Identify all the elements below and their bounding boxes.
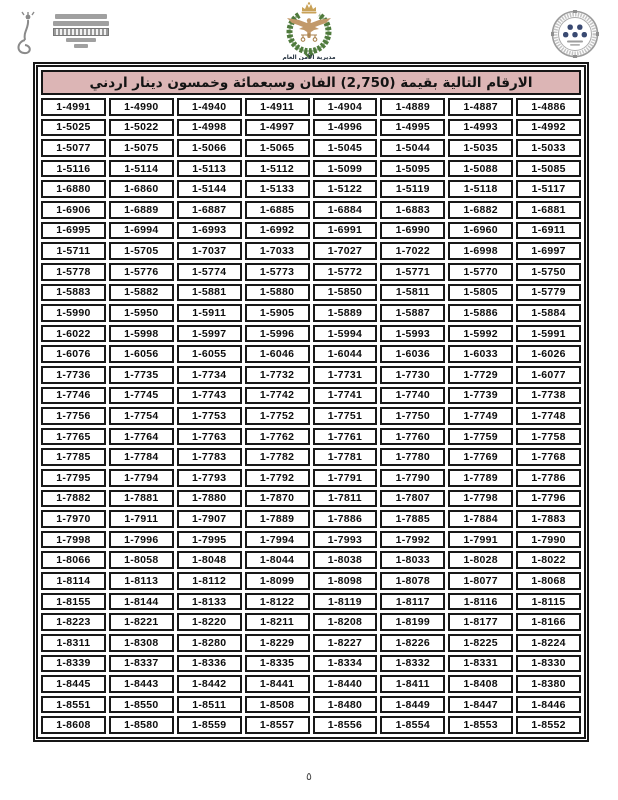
number-cell: 1-8144 <box>109 593 174 611</box>
number-cell: 1-6076 <box>41 345 106 363</box>
number-cell: 1-6911 <box>516 222 581 240</box>
number-cell: 1-7731 <box>313 366 378 384</box>
number-cell: 1-7811 <box>313 490 378 508</box>
center-emblem <box>261 2 357 60</box>
number-cell: 1-5811 <box>380 284 445 302</box>
number-cell: 1-8552 <box>516 716 581 734</box>
header <box>0 0 618 60</box>
number-cell: 1-8559 <box>177 716 242 734</box>
number-cell: 1-6881 <box>516 201 581 219</box>
number-cell: 1-8554 <box>380 716 445 734</box>
number-cell: 1-5045 <box>313 139 378 157</box>
number-cell: 1-7792 <box>245 469 310 487</box>
number-cell: 1-6887 <box>177 201 242 219</box>
number-cell: 1-7768 <box>516 448 581 466</box>
number-cell: 1-7753 <box>177 407 242 425</box>
number-cell: 1-7762 <box>245 428 310 446</box>
number-cell: 1-7739 <box>448 387 513 405</box>
number-cell: 1-8225 <box>448 634 513 652</box>
number-cell: 1-8442 <box>177 675 242 693</box>
left-logo-text-line <box>55 14 107 19</box>
number-cell: 1-8449 <box>380 696 445 714</box>
number-cell: 1-6884 <box>313 201 378 219</box>
number-cell: 1-6882 <box>448 201 513 219</box>
number-cell: 1-8331 <box>448 655 513 673</box>
number-cell: 1-8553 <box>448 716 513 734</box>
number-cell: 1-7027 <box>313 242 378 260</box>
number-cell: 1-7794 <box>109 469 174 487</box>
number-cell: 1-6044 <box>313 345 378 363</box>
number-cell: 1-8557 <box>245 716 310 734</box>
number-cell: 1-5776 <box>109 263 174 281</box>
number-cell: 1-7992 <box>380 531 445 549</box>
number-cell: 1-5770 <box>448 263 513 281</box>
number-cell: 1-7784 <box>109 448 174 466</box>
number-cell: 1-8339 <box>41 655 106 673</box>
number-cell: 1-5066 <box>177 139 242 157</box>
left-logo-text-line <box>53 21 109 26</box>
number-cell: 1-5886 <box>448 304 513 322</box>
number-cell: 1-8038 <box>313 551 378 569</box>
number-cell: 1-6889 <box>109 201 174 219</box>
number-cell: 1-5035 <box>448 139 513 157</box>
number-cell: 1-8166 <box>516 613 581 631</box>
number-cell: 1-5889 <box>313 304 378 322</box>
number-cell: 1-7993 <box>313 531 378 549</box>
number-cell: 1-8440 <box>313 675 378 693</box>
number-cell: 1-5144 <box>177 180 242 198</box>
left-logo-text <box>50 12 112 50</box>
number-cell: 1-8117 <box>380 593 445 611</box>
number-cell: 1-7884 <box>448 510 513 528</box>
number-cell: 1-8445 <box>41 675 106 693</box>
number-cell: 1-8098 <box>313 572 378 590</box>
number-cell: 1-5118 <box>448 180 513 198</box>
number-cell: 1-7735 <box>109 366 174 384</box>
number-cell: 1-5778 <box>41 263 106 281</box>
number-cell: 1-6995 <box>41 222 106 240</box>
number-cell: 1-8311 <box>41 634 106 652</box>
number-cell: 1-8508 <box>245 696 310 714</box>
number-cell: 1-5774 <box>177 263 242 281</box>
number-cell: 1-8550 <box>109 696 174 714</box>
number-cell: 1-7783 <box>177 448 242 466</box>
number-cell: 1-6960 <box>448 222 513 240</box>
number-cell: 1-8115 <box>516 593 581 611</box>
number-cell: 1-7970 <box>41 510 106 528</box>
number-cell: 1-4996 <box>313 119 378 137</box>
number-cell: 1-8155 <box>41 593 106 611</box>
number-cell: 1-5114 <box>109 160 174 178</box>
number-cell: 1-6880 <box>41 180 106 198</box>
number-cell: 1-7763 <box>177 428 242 446</box>
number-cell: 1-8078 <box>380 572 445 590</box>
number-cell: 1-5033 <box>516 139 581 157</box>
number-cell: 1-7790 <box>380 469 445 487</box>
number-cell: 1-4990 <box>109 98 174 116</box>
calligraphy-swirl-icon <box>14 10 48 56</box>
number-cell: 1-6990 <box>380 222 445 240</box>
number-cell: 1-5882 <box>109 284 174 302</box>
number-cell: 1-8221 <box>109 613 174 631</box>
number-cell: 1-5112 <box>245 160 310 178</box>
number-cell: 1-8408 <box>448 675 513 693</box>
number-cell: 1-6055 <box>177 345 242 363</box>
number-cell: 1-8446 <box>516 696 581 714</box>
number-cell: 1-8211 <box>245 613 310 631</box>
number-cell: 1-8077 <box>448 572 513 590</box>
number-cell: 1-7746 <box>41 387 106 405</box>
number-cell: 1-7734 <box>177 366 242 384</box>
number-cell: 1-6885 <box>245 201 310 219</box>
number-cell: 1-7786 <box>516 469 581 487</box>
number-cell: 1-5075 <box>109 139 174 157</box>
number-cell: 1-8028 <box>448 551 513 569</box>
number-cell: 1-7732 <box>245 366 310 384</box>
number-cell: 1-7745 <box>109 387 174 405</box>
number-cell: 1-5850 <box>313 284 378 302</box>
number-cell: 1-5116 <box>41 160 106 178</box>
number-cell: 1-5911 <box>177 304 242 322</box>
number-cell: 1-5881 <box>177 284 242 302</box>
right-seal <box>550 9 600 59</box>
number-cell: 1-7870 <box>245 490 310 508</box>
left-logo-text-line <box>66 38 96 42</box>
number-cell: 1-4886 <box>516 98 581 116</box>
number-cell: 1-7781 <box>313 448 378 466</box>
number-cell: 1-5122 <box>313 180 378 198</box>
number-cell: 1-4887 <box>448 98 513 116</box>
number-cell: 1-8113 <box>109 572 174 590</box>
number-cell: 1-7880 <box>177 490 242 508</box>
number-cell: 1-7740 <box>380 387 445 405</box>
number-cell: 1-7998 <box>41 531 106 549</box>
left-logo-text-line <box>74 44 88 48</box>
eagle-wreath-crown-icon <box>261 2 357 60</box>
number-cell: 1-5779 <box>516 284 581 302</box>
number-cell: 1-7769 <box>448 448 513 466</box>
number-cell: 1-8335 <box>245 655 310 673</box>
number-cell: 1-8119 <box>313 593 378 611</box>
number-cell: 1-5905 <box>245 304 310 322</box>
number-cell: 1-5998 <box>109 325 174 343</box>
number-cell: 1-7765 <box>41 428 106 446</box>
number-cell: 1-8223 <box>41 613 106 631</box>
number-cell: 1-8443 <box>109 675 174 693</box>
number-cell: 1-7780 <box>380 448 445 466</box>
number-cell: 1-8208 <box>313 613 378 631</box>
number-cell: 1-5095 <box>380 160 445 178</box>
number-cell: 1-7990 <box>516 531 581 549</box>
number-cell: 1-8133 <box>177 593 242 611</box>
number-cell: 1-7886 <box>313 510 378 528</box>
number-cell: 1-7749 <box>448 407 513 425</box>
number-cell: 1-8227 <box>313 634 378 652</box>
number-cell: 1-5044 <box>380 139 445 157</box>
number-cell: 1-6077 <box>516 366 581 384</box>
number-cell: 1-7033 <box>245 242 310 260</box>
number-cell: 1-5133 <box>245 180 310 198</box>
title-bar: الارقام التالية بقيمة (2,750) الفان وسبعمائة وخمسون دينار اردني <box>41 70 581 95</box>
number-cell: 1-8480 <box>313 696 378 714</box>
number-cell: 1-5022 <box>109 119 174 137</box>
number-cell: 1-5805 <box>448 284 513 302</box>
number-cell: 1-6883 <box>380 201 445 219</box>
number-cell: 1-7752 <box>245 407 310 425</box>
number-cell: 1-7750 <box>380 407 445 425</box>
number-cell: 1-8332 <box>380 655 445 673</box>
number-cell: 1-5887 <box>380 304 445 322</box>
number-cell: 1-8411 <box>380 675 445 693</box>
number-cell: 1-7798 <box>448 490 513 508</box>
number-cell: 1-8551 <box>41 696 106 714</box>
number-cell: 1-6046 <box>245 345 310 363</box>
number-cell: 1-7807 <box>380 490 445 508</box>
number-cell: 1-4904 <box>313 98 378 116</box>
number-cell: 1-7796 <box>516 490 581 508</box>
number-cell: 1-8022 <box>516 551 581 569</box>
number-cell: 1-7758 <box>516 428 581 446</box>
number-cell: 1-5883 <box>41 284 106 302</box>
number-cell: 1-5065 <box>245 139 310 157</box>
number-cell: 1-8048 <box>177 551 242 569</box>
number-cell: 1-7022 <box>380 242 445 260</box>
number-cell: 1-7761 <box>313 428 378 446</box>
number-cell: 1-6906 <box>41 201 106 219</box>
number-cell: 1-8226 <box>380 634 445 652</box>
number-cell: 1-7789 <box>448 469 513 487</box>
number-cell: 1-5994 <box>313 325 378 343</box>
number-cell: 1-7743 <box>177 387 242 405</box>
number-cell: 1-8033 <box>380 551 445 569</box>
number-cell: 1-8608 <box>41 716 106 734</box>
number-cell: 1-5992 <box>448 325 513 343</box>
numbers-grid <box>41 98 581 734</box>
number-cell: 1-5884 <box>516 304 581 322</box>
number-cell: 1-8114 <box>41 572 106 590</box>
number-cell: 1-7994 <box>245 531 310 549</box>
number-cell: 1-4991 <box>41 98 106 116</box>
number-cell: 1-7995 <box>177 531 242 549</box>
number-cell: 1-4992 <box>516 119 581 137</box>
number-cell: 1-8330 <box>516 655 581 673</box>
number-cell: 1-4889 <box>380 98 445 116</box>
number-cell: 1-7882 <box>41 490 106 508</box>
number-cell: 1-8224 <box>516 634 581 652</box>
number-cell: 1-5772 <box>313 263 378 281</box>
number-cell: 1-6860 <box>109 180 174 198</box>
number-cell: 1-7736 <box>41 366 106 384</box>
number-cell: 1-7881 <box>109 490 174 508</box>
emblem-caption: مديرية الأمن العام <box>282 54 336 60</box>
number-cell: 1-7889 <box>245 510 310 528</box>
number-cell: 1-5025 <box>41 119 106 137</box>
number-cell: 1-8122 <box>245 593 310 611</box>
number-cell: 1-8099 <box>245 572 310 590</box>
number-cell: 1-7738 <box>516 387 581 405</box>
number-cell: 1-7795 <box>41 469 106 487</box>
number-cell: 1-8337 <box>109 655 174 673</box>
number-cell: 1-7764 <box>109 428 174 446</box>
number-cell: 1-8229 <box>245 634 310 652</box>
number-cell: 1-5077 <box>41 139 106 157</box>
number-cell: 1-5113 <box>177 160 242 178</box>
number-cell: 1-5996 <box>245 325 310 343</box>
number-cell: 1-6056 <box>109 345 174 363</box>
number-cell: 1-7037 <box>177 242 242 260</box>
number-cell: 1-8511 <box>177 696 242 714</box>
number-cell: 1-7760 <box>380 428 445 446</box>
number-cell: 1-7729 <box>448 366 513 384</box>
number-cell: 1-7785 <box>41 448 106 466</box>
number-cell: 1-7911 <box>109 510 174 528</box>
number-cell: 1-8308 <box>109 634 174 652</box>
dotted-seal-icon <box>550 9 600 59</box>
number-cell: 1-8058 <box>109 551 174 569</box>
number-cell: 1-5991 <box>516 325 581 343</box>
number-cell: 1-7751 <box>313 407 378 425</box>
number-cell: 1-8447 <box>448 696 513 714</box>
number-cell: 1-8380 <box>516 675 581 693</box>
number-cell: 1-6036 <box>380 345 445 363</box>
numbers-document-frame <box>33 62 589 742</box>
number-cell: 1-7996 <box>109 531 174 549</box>
number-cell: 1-5117 <box>516 180 581 198</box>
number-cell: 1-6992 <box>245 222 310 240</box>
number-cell: 1-6998 <box>448 242 513 260</box>
number-cell: 1-8116 <box>448 593 513 611</box>
number-cell: 1-5099 <box>313 160 378 178</box>
number-cell: 1-5773 <box>245 263 310 281</box>
number-cell: 1-5750 <box>516 263 581 281</box>
number-cell: 1-5880 <box>245 284 310 302</box>
number-cell: 1-8177 <box>448 613 513 631</box>
number-cell: 1-5088 <box>448 160 513 178</box>
number-cell: 1-8066 <box>41 551 106 569</box>
number-cell: 1-6993 <box>177 222 242 240</box>
number-cell: 1-7883 <box>516 510 581 528</box>
number-cell: 1-8280 <box>177 634 242 652</box>
number-cell: 1-6033 <box>448 345 513 363</box>
number-cell: 1-4993 <box>448 119 513 137</box>
number-cell: 1-4911 <box>245 98 310 116</box>
number-cell: 1-4940 <box>177 98 242 116</box>
left-logo <box>14 8 119 60</box>
number-cell: 1-5950 <box>109 304 174 322</box>
number-cell: 1-7756 <box>41 407 106 425</box>
left-logo-banner <box>53 28 109 36</box>
number-cell: 1-7991 <box>448 531 513 549</box>
number-cell: 1-6991 <box>313 222 378 240</box>
number-cell: 1-6022 <box>41 325 106 343</box>
number-cell: 1-8556 <box>313 716 378 734</box>
number-cell: 1-8220 <box>177 613 242 631</box>
number-cell: 1-7791 <box>313 469 378 487</box>
number-cell: 1-4995 <box>380 119 445 137</box>
number-cell: 1-7759 <box>448 428 513 446</box>
number-cell: 1-5771 <box>380 263 445 281</box>
number-cell: 1-7782 <box>245 448 310 466</box>
number-cell: 1-6026 <box>516 345 581 363</box>
number-cell: 1-7741 <box>313 387 378 405</box>
number-cell: 1-4997 <box>245 119 310 137</box>
number-cell: 1-5990 <box>41 304 106 322</box>
page-number: ٥ <box>306 770 312 783</box>
number-cell: 1-7748 <box>516 407 581 425</box>
number-cell: 1-8580 <box>109 716 174 734</box>
number-cell: 1-7730 <box>380 366 445 384</box>
number-cell: 1-5705 <box>109 242 174 260</box>
number-cell: 1-8199 <box>380 613 445 631</box>
number-cell: 1-5997 <box>177 325 242 343</box>
number-cell: 1-7907 <box>177 510 242 528</box>
number-cell: 1-7742 <box>245 387 310 405</box>
number-cell: 1-8441 <box>245 675 310 693</box>
number-cell: 1-5119 <box>380 180 445 198</box>
number-cell: 1-8044 <box>245 551 310 569</box>
number-cell: 1-5993 <box>380 325 445 343</box>
number-cell: 1-6997 <box>516 242 581 260</box>
number-cell: 1-7793 <box>177 469 242 487</box>
number-cell: 1-8068 <box>516 572 581 590</box>
number-cell: 1-8336 <box>177 655 242 673</box>
number-cell: 1-4998 <box>177 119 242 137</box>
number-cell: 1-7754 <box>109 407 174 425</box>
number-cell: 1-7885 <box>380 510 445 528</box>
number-cell: 1-8112 <box>177 572 242 590</box>
number-cell: 1-5711 <box>41 242 106 260</box>
number-cell: 1-5085 <box>516 160 581 178</box>
number-cell: 1-6994 <box>109 222 174 240</box>
number-cell: 1-8334 <box>313 655 378 673</box>
